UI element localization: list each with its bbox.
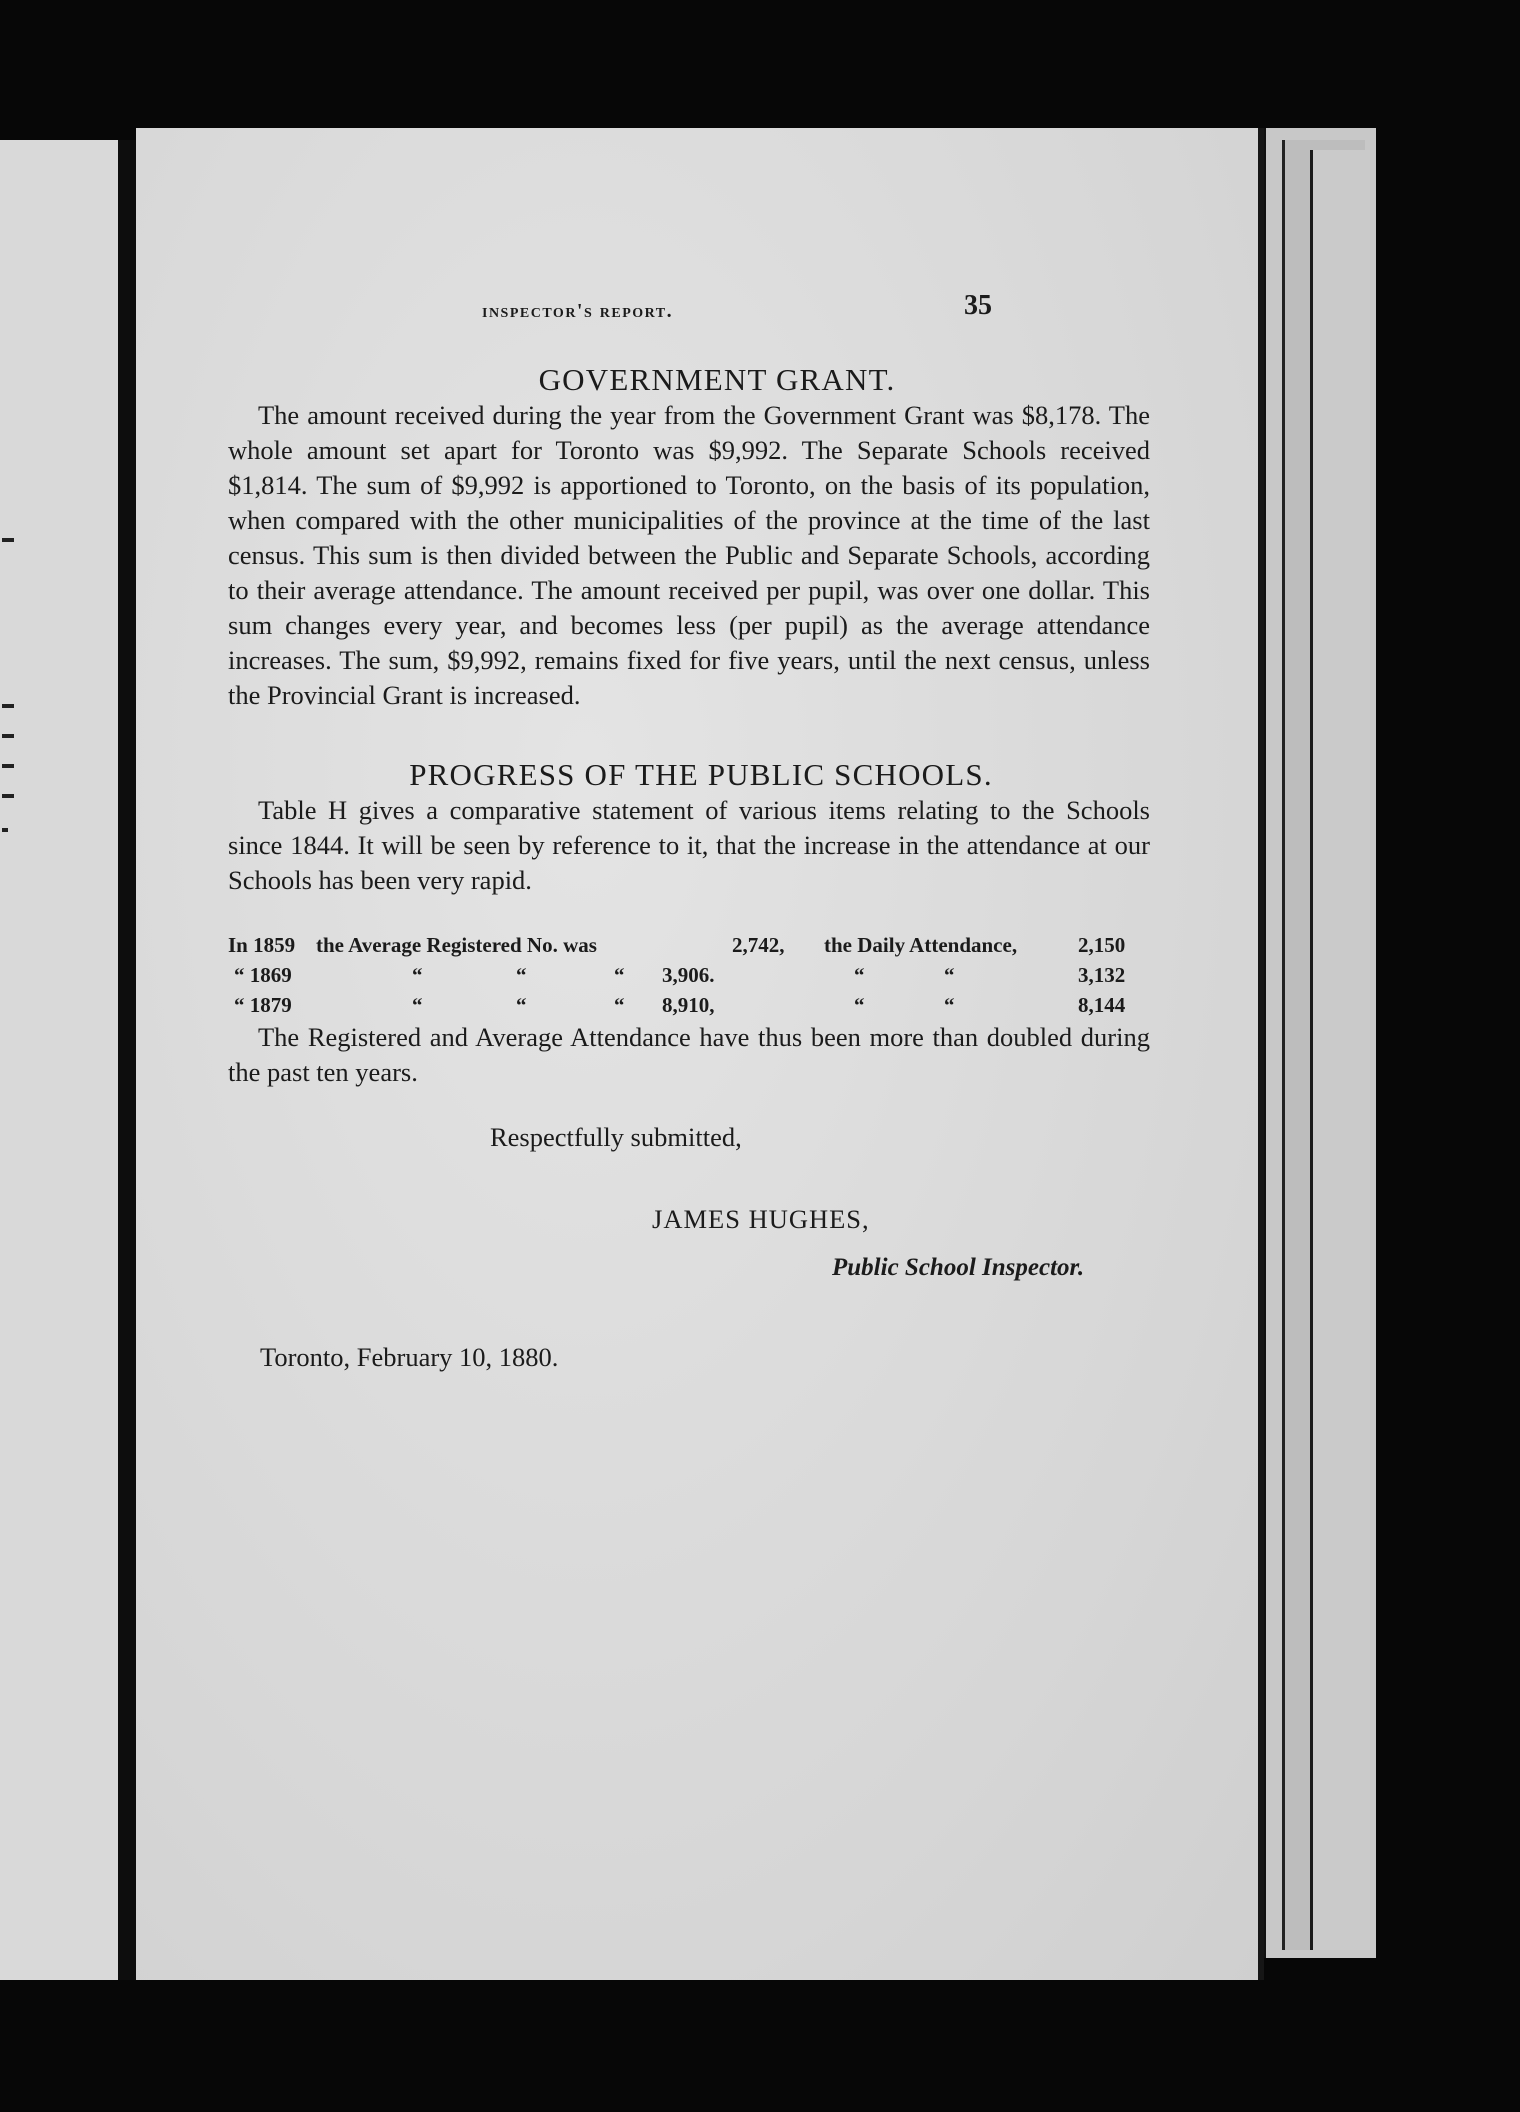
signatory-name: JAMES HUGHES, — [652, 1204, 870, 1234]
left-page-text-edge — [0, 140, 20, 1980]
paragraph-government-grant: The amount received during the year from the Government Grant was $8,178. The whole amount set apart for Toronto was $9,992. The Separate Schools received $1,814. The sum of $9,992 is apportioned to Toronto, on the basis of its population, when compared with the other municipalities of the province at the time of the last census. This sum is then divided between the Public and Separate Schools, according to their average attendance. The amount received per pupil, was over one dollar. This sum changes every year, and becomes less (per pupil) as the average attendance increases. The sum, $9,992, remains fixed for five years, until the next census, unless the Provincial Grant is increased. — [228, 400, 1150, 710]
row-daily: 3,132 — [1078, 963, 1126, 987]
attendance-row — [228, 990, 1140, 1020]
row-year: “ 1869 — [234, 963, 292, 987]
running-title: inspector's report. — [482, 300, 674, 322]
ditto-mark: “ — [944, 963, 955, 987]
ditto-mark: “ — [516, 963, 527, 987]
place-date: Toronto, February 10, 1880. — [260, 1342, 559, 1372]
section-heading-progress: PROGRESS OF THE PUBLIC SCHOOLS. — [409, 757, 993, 792]
ditto-mark: “ — [854, 993, 865, 1017]
ditto-mark: “ — [614, 963, 625, 987]
row-daily: 8,144 — [1078, 993, 1126, 1017]
signatory-title: Public School Inspector. — [832, 1254, 1085, 1281]
paragraph-conclusion: The Registered and Average Attendance have thus been more than doubled during the past ten years. — [228, 1022, 1150, 1087]
page-edge — [1310, 150, 1375, 1950]
row-daily: 2,150 — [1078, 933, 1126, 957]
section-heading-government-grant: GOVERNMENT GRANT. — [538, 362, 896, 397]
row-label-registered: the Average Registered No. was — [316, 933, 597, 957]
attendance-statement — [228, 930, 1140, 1020]
book-page — [136, 128, 1264, 1980]
left-page-fragment — [0, 140, 118, 1980]
page-number: 35 — [964, 290, 992, 321]
row-label-daily: the Daily Attendance, — [824, 933, 1018, 957]
paragraph-progress: Table H gives a comparative statement of various items relating to the Schools since 1844. It will be seen by reference to it, that the increase in the attendance at our Schools has been very rapid. — [228, 795, 1150, 895]
page-content — [228, 290, 1150, 1406]
ditto-mark: “ — [614, 993, 625, 1017]
ditto-mark: “ — [944, 993, 955, 1017]
row-registered: 8,910, — [662, 993, 715, 1017]
closing-submitted: Respectfully submitted, — [490, 1122, 742, 1152]
closing-block — [228, 1096, 1150, 1406]
ditto-mark: “ — [854, 963, 865, 987]
row-year: In 1859 — [228, 933, 296, 957]
book-gutter — [118, 140, 136, 1980]
attendance-row — [228, 960, 1140, 990]
row-year: “ 1879 — [234, 993, 292, 1017]
ditto-mark: “ — [412, 993, 423, 1017]
running-head — [228, 290, 1150, 334]
attendance-row — [228, 930, 1140, 960]
ditto-mark: “ — [516, 993, 527, 1017]
row-registered: 2,742, — [732, 933, 785, 957]
ditto-mark: “ — [412, 963, 423, 987]
row-registered: 3,906. — [662, 963, 715, 987]
